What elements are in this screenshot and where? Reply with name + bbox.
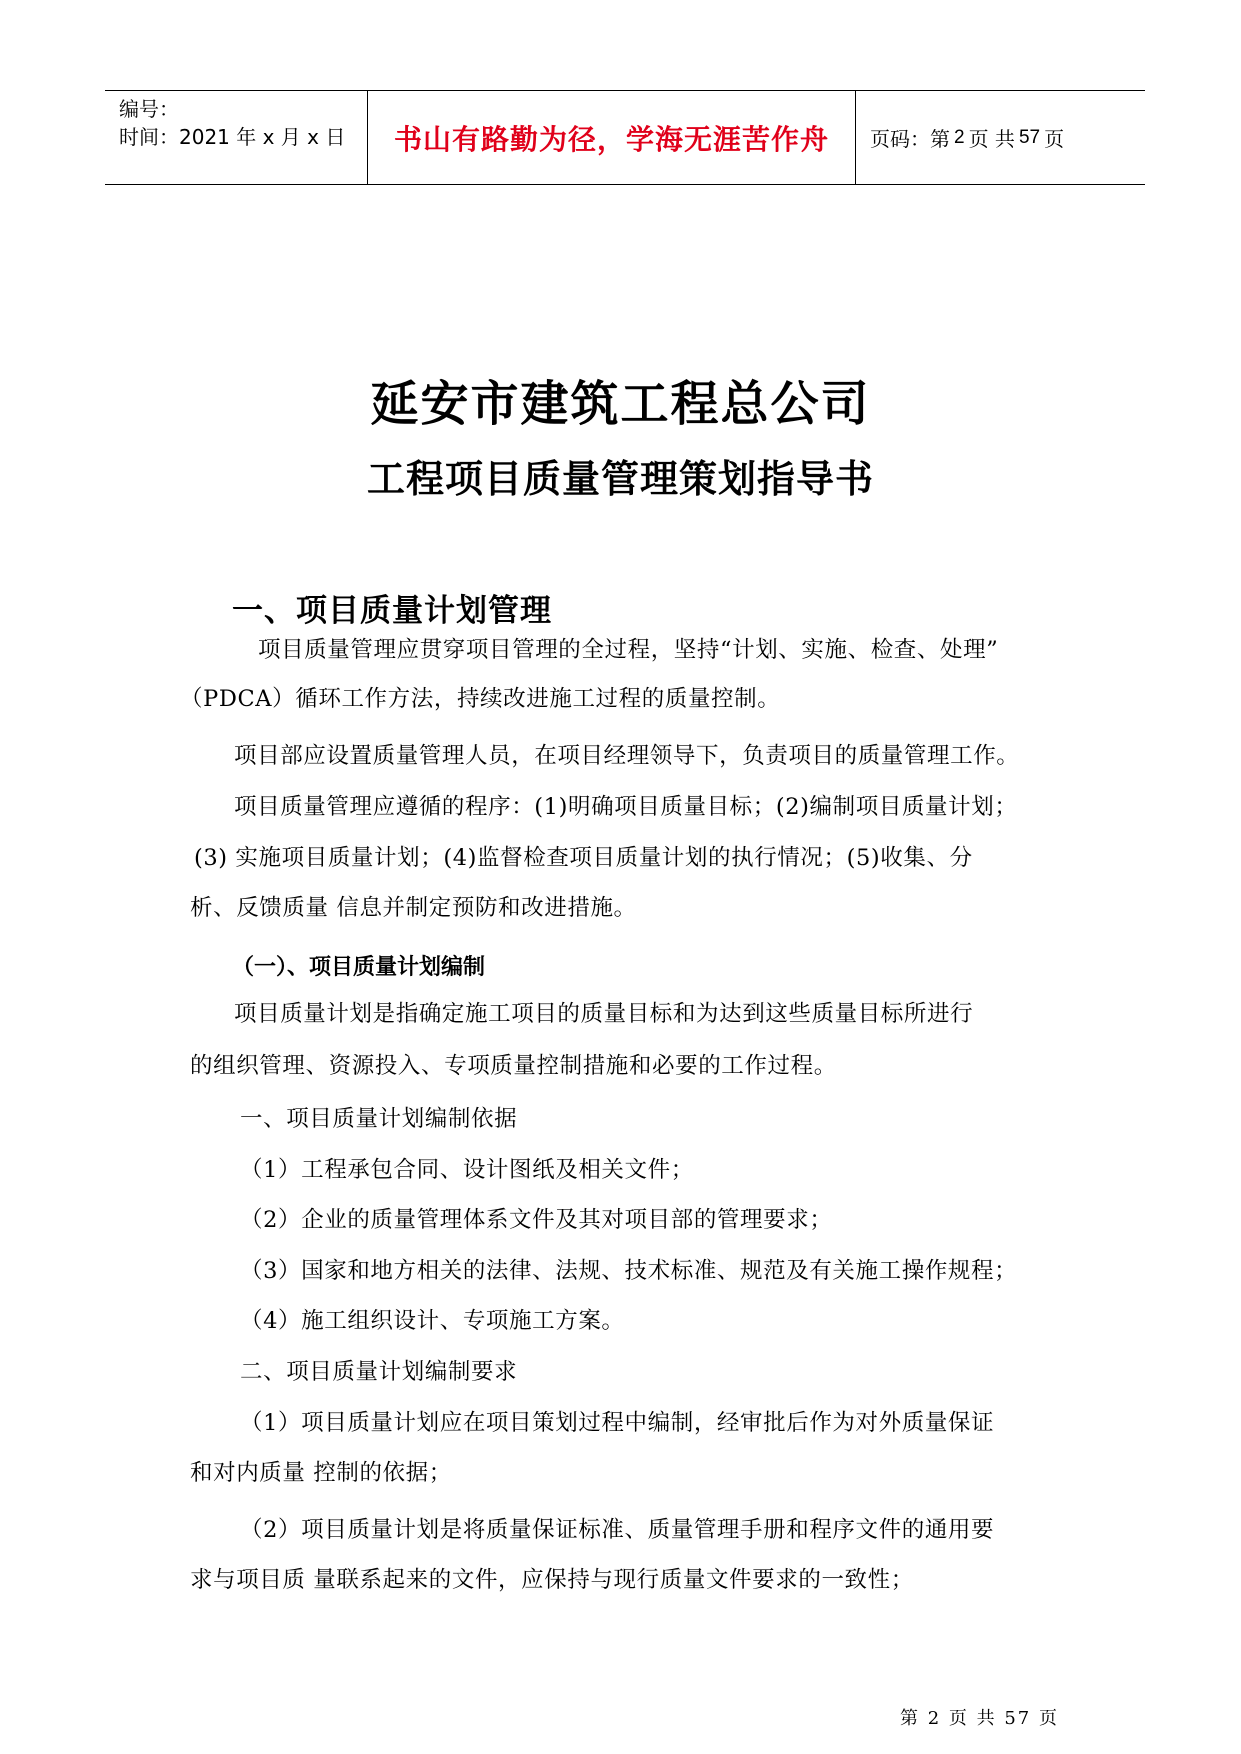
page-prefix: 页码：第 [870, 127, 950, 151]
paragraph-line: 求与项目质 量联系起来的文件，应保持与现行质量文件要求的一致性； [190, 1567, 914, 1593]
header-page-cell [856, 91, 1145, 184]
paragraph-line: (3) 实施项目质量计划；(4)监督检查项目质量计划的执行情况；(5)收集、分 [194, 845, 973, 871]
page-suffix: 页 [1044, 127, 1065, 151]
paragraph-line: 一、项目质量计划编制依据 [240, 1106, 518, 1132]
document-number-label: 编号： [119, 97, 179, 121]
paragraph-line: （4）施工组织设计、专项施工方案。 [240, 1308, 625, 1334]
paragraph-line: 二、项目质量计划编制要求 [240, 1359, 518, 1385]
paragraph-line: 的组织管理、资源投入、专项质量控制措施和必要的工作过程。 [190, 1053, 837, 1079]
paragraph-line: 项目质量管理应遵循的程序：(1)明确项目质量目标；(2)编制项目质量计划； [234, 794, 1018, 820]
paragraph-line: （1）项目质量计划应在项目策划过程中编制，经审批后作为对外质量保证 [240, 1410, 995, 1436]
subsection-heading: （一）、项目质量计划编制 [232, 955, 486, 980]
header-motto: 书山有路勤为径，学海无涯苦作舟 [393, 122, 829, 156]
paragraph-line: （2）企业的质量管理体系文件及其对项目部的管理要求； [240, 1207, 833, 1233]
page-current-number: 2 [954, 126, 965, 148]
page-footer: 第 2 页 共 57 页 [900, 1708, 1059, 1729]
paragraph-line: 和对内质量 控制的依据； [190, 1460, 452, 1486]
document-title: 延安市建筑工程总公司 [370, 376, 871, 432]
header-info-cell [105, 91, 368, 184]
header-motto-cell [368, 91, 856, 184]
document-subtitle: 工程项目质量管理策划指导书 [366, 457, 874, 501]
paragraph-line: 析、反馈质量 信息并制定预防和改进措施。 [190, 895, 637, 921]
paragraph-line: 项目部应设置质量管理人员，在项目经理领导下，负责项目的质量管理工作。 [234, 743, 1020, 769]
section-heading: 一、项目质量计划管理 [232, 593, 552, 629]
page-mid: 页 共 [968, 127, 1015, 151]
paragraph-line: （3）国家和地方相关的法律、法规、技术标准、规范及有关施工操作规程； [240, 1258, 1018, 1284]
paragraph-line: 项目质量管理应贯穿项目管理的全过程，坚持“计划、实施、检查、处理” [258, 637, 999, 663]
document-time-label: 时间：2021 年 x 月 x 日 [119, 125, 346, 149]
page-total-number: 57 [1018, 126, 1041, 148]
document-header [105, 90, 1145, 185]
paragraph-line: 项目质量计划是指确定施工项目的质量目标和为达到这些质量目标所进行 [234, 1001, 974, 1027]
paragraph-line: （2）项目质量计划是将质量保证标准、质量管理手册和程序文件的通用要 [240, 1517, 995, 1543]
paragraph-line: （1）工程承包合同、设计图纸及相关文件； [240, 1157, 694, 1183]
paragraph-line: （PDCA）循环工作方法，持续改进施工过程的质量控制。 [180, 686, 781, 712]
